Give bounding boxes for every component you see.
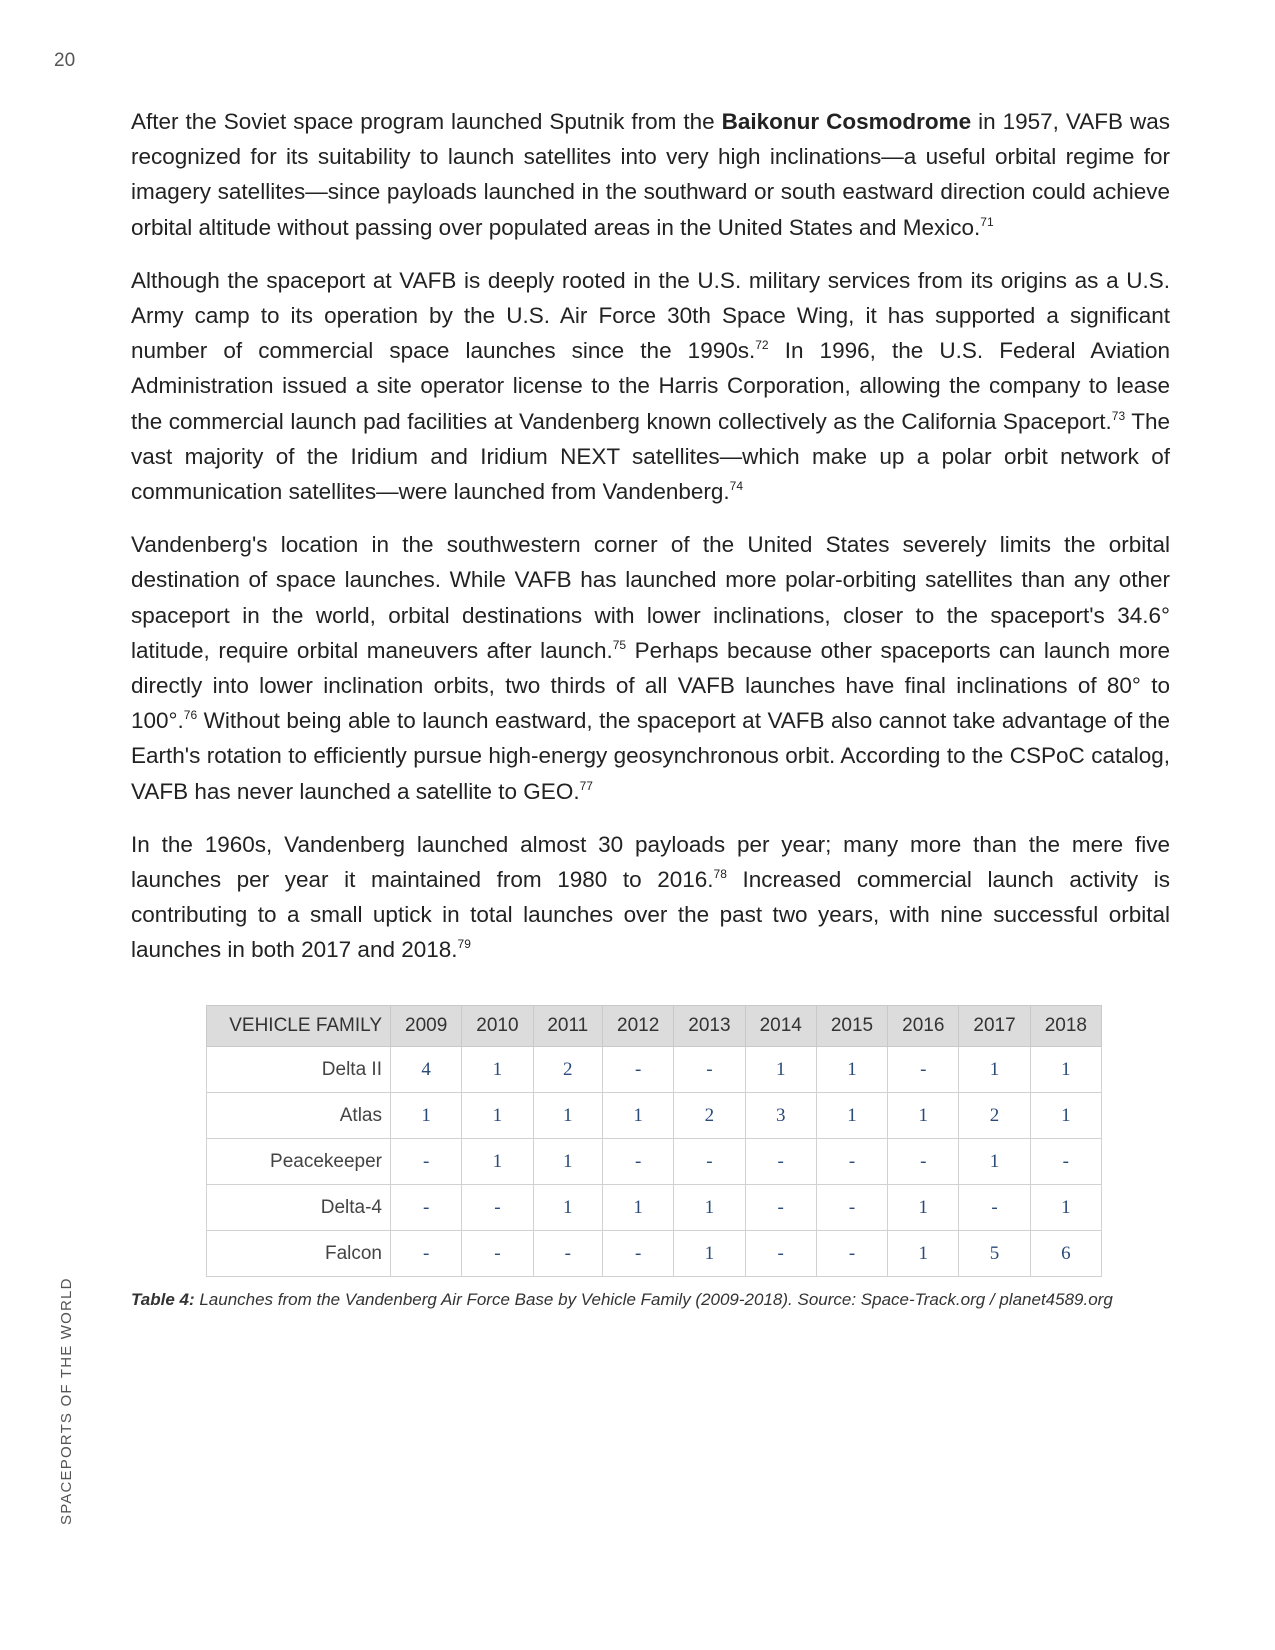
row-header: Peacekeeper [207, 1139, 391, 1185]
table-cell: - [674, 1139, 745, 1185]
table-cell: - [603, 1231, 674, 1277]
column-header: 2016 [888, 1006, 959, 1047]
text-run: Perhaps because other spaceports can launch more directly into lower inclination orbits, two thirds of all VAFB launches have final inclinations of 80° to 100°. [131, 637, 1170, 734]
column-header: 2015 [816, 1006, 887, 1047]
table-cell: 1 [674, 1231, 745, 1277]
table-cell: 1 [462, 1047, 533, 1093]
paragraph-1 [131, 104, 1170, 245]
table-cell: - [745, 1231, 816, 1277]
table-cell: - [391, 1139, 462, 1185]
table-cell: 1 [888, 1231, 959, 1277]
table-cell: 3 [745, 1093, 816, 1139]
table-cell: - [462, 1185, 533, 1231]
footnote-ref[interactable]: 78 [713, 867, 727, 882]
table-cell: - [745, 1139, 816, 1185]
table-cell: 1 [462, 1093, 533, 1139]
footnote-ref[interactable]: 72 [755, 338, 769, 353]
column-header: VEHICLE FAMILY [207, 1006, 391, 1047]
table-row [207, 1047, 1102, 1093]
table-cell: 1 [816, 1047, 887, 1093]
table-cell: - [391, 1231, 462, 1277]
column-header: 2013 [674, 1006, 745, 1047]
column-header: 2012 [603, 1006, 674, 1047]
footnote-ref[interactable]: 79 [457, 937, 471, 952]
table-cell: - [674, 1047, 745, 1093]
table-cell: 1 [603, 1185, 674, 1231]
text-run: In 1996, the U.S. Federal Aviation Administration issued a site operator license to the Harris Corporation, allowing the company to lease the commercial launch pad facilities at Vandenberg known collectively as the California Spaceport. [131, 338, 1170, 434]
text-run: In the 1960s, Vandenberg launched almost 30 payloads per year; many more than the mere five launches per year it maintained from 1980 to 2016. [131, 831, 1170, 893]
table-cell: 1 [391, 1093, 462, 1139]
row-header: Falcon [207, 1231, 391, 1277]
table-cell: 1 [1030, 1093, 1101, 1139]
text-run: The vast majority of the Iridium and Iridium NEXT satellites—which make up a polar orbit network of communication satellites—were launched from Vandenberg. [131, 408, 1171, 505]
table-cell: 1 [533, 1185, 602, 1231]
table-cell: - [603, 1047, 674, 1093]
table-cell: - [745, 1185, 816, 1231]
caption-text: Launches from the Vandenberg Air Force Base by Vehicle Family (2009-2018). Source: Space-Track.org / planet4589.org [194, 1290, 1113, 1309]
table-cell: 2 [674, 1093, 745, 1139]
column-header: 2017 [959, 1006, 1030, 1047]
column-header: 2009 [391, 1006, 462, 1047]
table-cell: - [462, 1231, 533, 1277]
column-header: 2011 [533, 1006, 602, 1047]
table-row [207, 1231, 1102, 1277]
footnote-ref[interactable]: 74 [729, 479, 744, 494]
table-cell: - [816, 1231, 887, 1277]
table-caption [131, 1290, 1113, 1310]
column-header: 2018 [1030, 1006, 1101, 1047]
row-header: Delta-4 [207, 1185, 391, 1231]
paragraph-4 [131, 827, 1170, 968]
table-cell: - [816, 1185, 887, 1231]
table-cell: - [959, 1185, 1030, 1231]
footnote-ref[interactable]: 75 [612, 637, 627, 652]
table-cell: 1 [816, 1093, 887, 1139]
table-cell: 6 [1030, 1231, 1101, 1277]
table-row [207, 1185, 1102, 1231]
table-cell: 1 [959, 1047, 1030, 1093]
table-cell: 1 [674, 1185, 745, 1231]
caption-label: Table 4: [131, 1290, 195, 1309]
text-run: in 1957, VAFB was recognized for its suitability to launch satellites into very high inclinations—a useful orbital regime for imagery satellites—since payloads launched in the southward or south eastward direction could achieve orbital altitude without passing over populated areas in the United States and Mexico. [131, 109, 1170, 240]
table-cell: - [533, 1231, 602, 1277]
table-cell: 2 [533, 1047, 602, 1093]
table-cell: 1 [888, 1093, 959, 1139]
footnote-ref[interactable]: 76 [183, 708, 198, 723]
table-cell: - [888, 1047, 959, 1093]
text-run: After the Soviet space program launched Sputnik from the [131, 109, 722, 134]
table-cell: 1 [888, 1185, 959, 1231]
table-row [207, 1093, 1102, 1139]
table-cell: 1 [533, 1093, 602, 1139]
footnote-ref[interactable]: 77 [579, 778, 593, 793]
text-run: Although the spaceport at VAFB is deeply rooted in the U.S. military services from its origins as a U.S. Army camp to its operation by the U.S. Air Force 30th Space Wing, it has supported a significant number of commercial space launches since the 1990s. [131, 267, 1170, 364]
table-cell: 1 [959, 1139, 1030, 1185]
table-cell: - [603, 1139, 674, 1185]
table-cell: 2 [959, 1093, 1030, 1139]
text-run: Vandenberg's location in the southwestern corner of the United States severely limits the orbital destination of space launches. While VAFB has launched more polar-orbiting satellites than any other spaceport in the world, orbital destinations with lower inclinations, closer to the spaceport's 34.6° latitude, require orbital maneuvers after launch. [131, 532, 1170, 663]
page-number: 20 [54, 50, 76, 71]
table-cell: 1 [533, 1139, 602, 1185]
launches-table [206, 1005, 1102, 1277]
running-section-title: SPACEPORTS OF THE WORLD [58, 1277, 75, 1525]
table-cell: - [888, 1139, 959, 1185]
table-cell: 5 [959, 1231, 1030, 1277]
table-cell: 1 [1030, 1047, 1101, 1093]
table-header-row [207, 1006, 1102, 1047]
table-cell: 1 [745, 1047, 816, 1093]
table-cell: 4 [391, 1047, 462, 1093]
text-run: Without being able to launch eastward, the spaceport at VAFB also cannot take advantage of the Earth's rotation to efficiently pursue high-energy geosynchronous orbit. According to the CSPoC catalog, VAFB has never launched a satellite to GEO. [131, 708, 1170, 804]
paragraph-2 [131, 263, 1170, 509]
footnote-ref[interactable]: 73 [1111, 408, 1126, 423]
table-cell: - [1030, 1139, 1101, 1185]
table-row [207, 1139, 1102, 1185]
text-run: Increased commercial launch activity is contributing to a small uptick in total launches over the past two years, with nine successful orbital launches in both 2017 and 2018. [131, 867, 1170, 963]
column-header: 2010 [462, 1006, 533, 1047]
table-cell: - [816, 1139, 887, 1185]
table-cell: 1 [603, 1093, 674, 1139]
table-cell: 1 [1030, 1185, 1101, 1231]
body-text [131, 104, 1170, 986]
row-header: Atlas [207, 1093, 391, 1139]
footnote-ref[interactable]: 71 [980, 214, 994, 229]
column-header: 2014 [745, 1006, 816, 1047]
table-cell: - [391, 1185, 462, 1231]
row-header: Delta II [207, 1047, 391, 1093]
bold-term: Baikonur Cosmodrome [721, 109, 972, 134]
paragraph-3 [131, 527, 1170, 809]
table-cell: 1 [462, 1139, 533, 1185]
